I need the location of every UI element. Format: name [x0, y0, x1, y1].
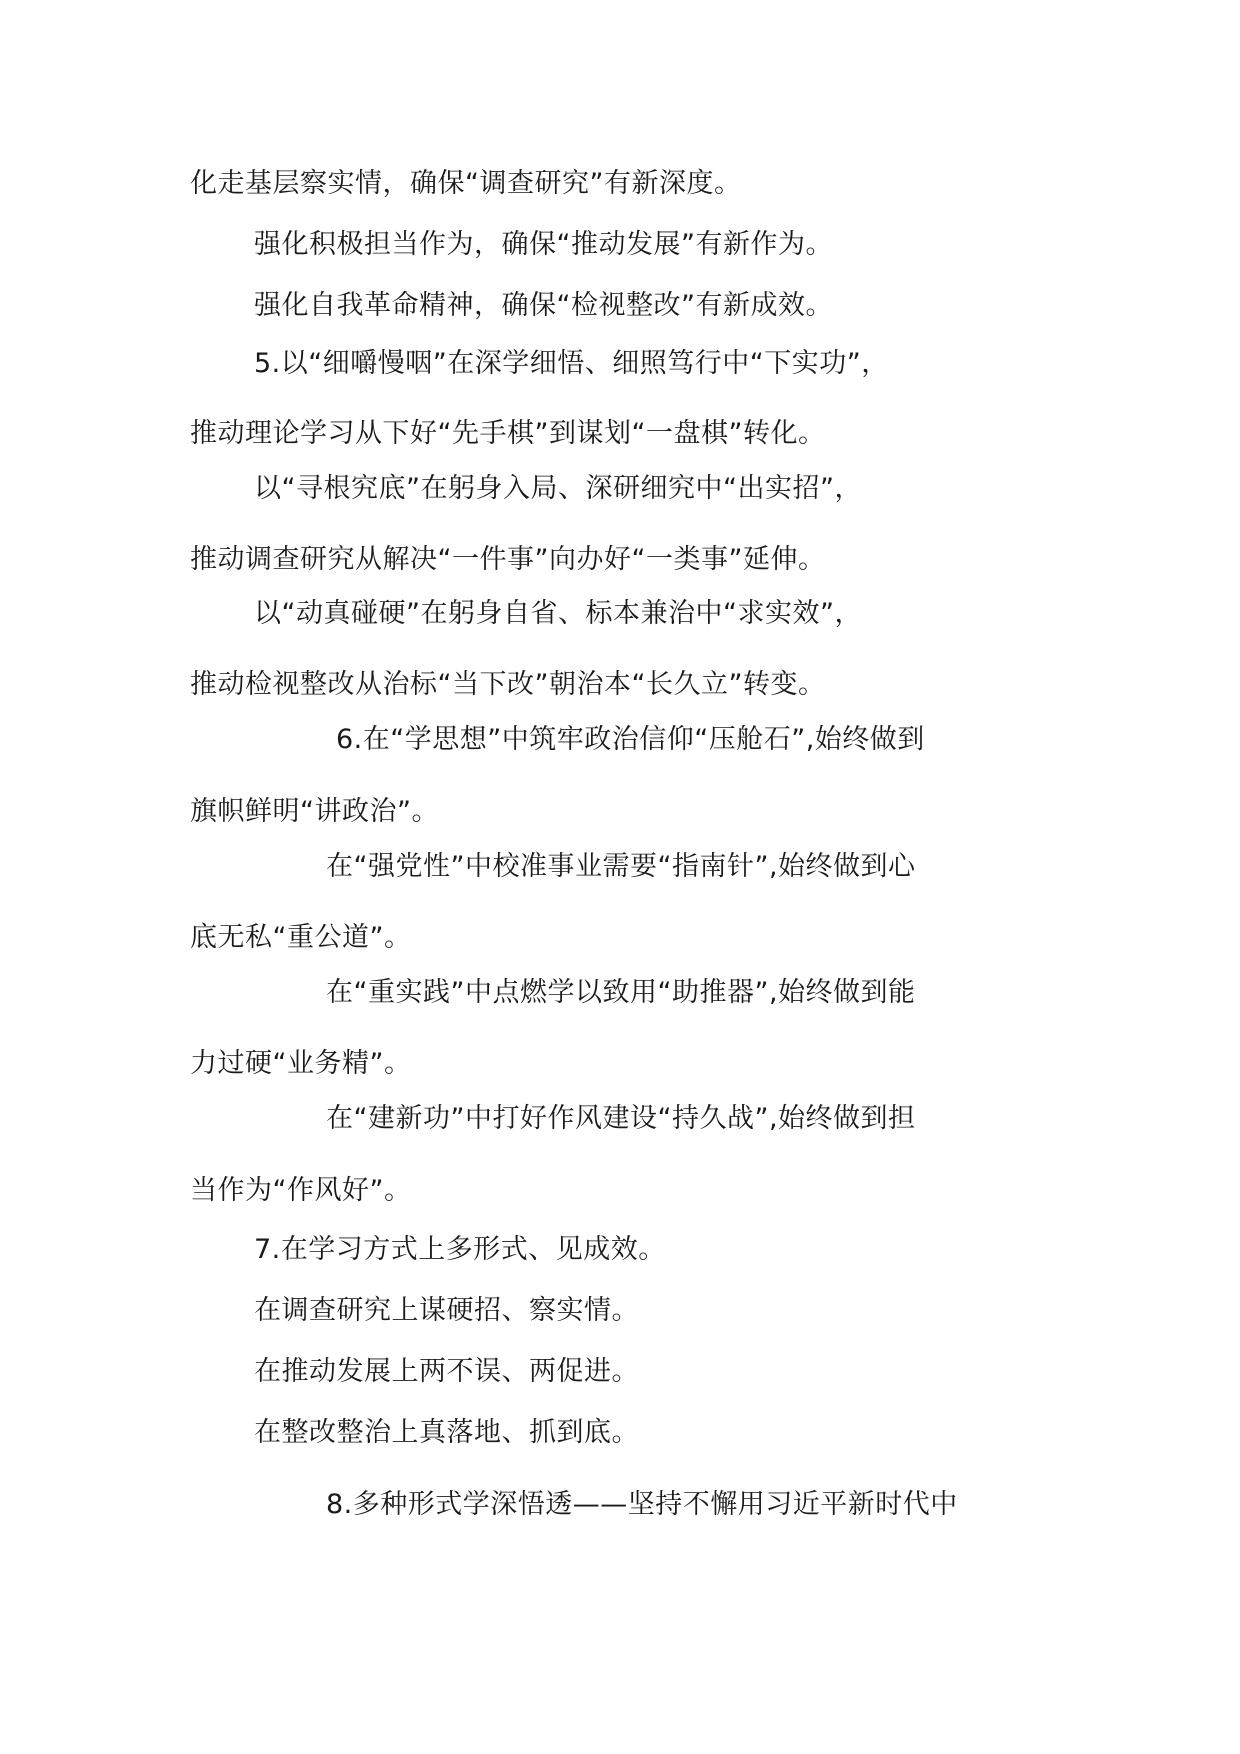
text-line: 强化自我革命精神，确保“检视整改”有新成效。	[254, 290, 833, 321]
text-line: 底无私“重公道”。	[190, 922, 412, 953]
text-line: 以“动真碰硬”在躬身自省、标本兼治中“求实效”，	[254, 598, 862, 629]
text-line: 推动检视整改从治标“当下改”朝治本“长久立”转变。	[190, 669, 826, 700]
text-line: 当作为“作风好”。	[190, 1175, 412, 1206]
text-line: 以“寻根究底”在躬身入局、深研细究中“出实招”，	[254, 473, 862, 504]
text-line: 推动理论学习从下好“先手棋”到谋划“一盘棋”转化。	[190, 418, 826, 449]
text-line: 强化积极担当作为，确保“推动发展”有新作为。	[254, 229, 833, 260]
text-line: 旗帜鲜明“讲政治”。	[190, 796, 439, 827]
text-line: 在推动发展上两不误、两促进。	[254, 1356, 639, 1387]
text-line: 7.在学习方式上多形式、见成效。	[254, 1234, 666, 1265]
text-line: 推动调查研究从解决“一件事”向办好“一类事”延伸。	[190, 544, 826, 575]
text-line: 6.在“学思想”中筑牢政治信仰“压舱石”,始终做到	[336, 724, 925, 755]
text-line: 在“建新功”中打好作风建设“持久战”,始终做到担	[326, 1103, 916, 1134]
text-line: 在调查研究上谋硬招、察实情。	[254, 1295, 639, 1326]
text-line: 5.以“细嚼慢咽”在深学细悟、细照笃行中“下实功”，	[254, 348, 889, 379]
text-line: 8.多种形式学深悟透——坚持不懈用习近平新时代中	[326, 1489, 958, 1520]
text-line: 在整改整治上真落地、抓到底。	[254, 1417, 639, 1448]
text-line: 力过硬“业务精”。	[190, 1048, 412, 1079]
text-line: 在“强党性”中校准事业需要“指南针”,始终做到心	[326, 851, 916, 882]
text-line: 在“重实践”中点燃学以致用“助推器”,始终做到能	[326, 977, 916, 1008]
text-line: 化走基层察实情，确保“调查研究”有新深度。	[190, 168, 742, 199]
